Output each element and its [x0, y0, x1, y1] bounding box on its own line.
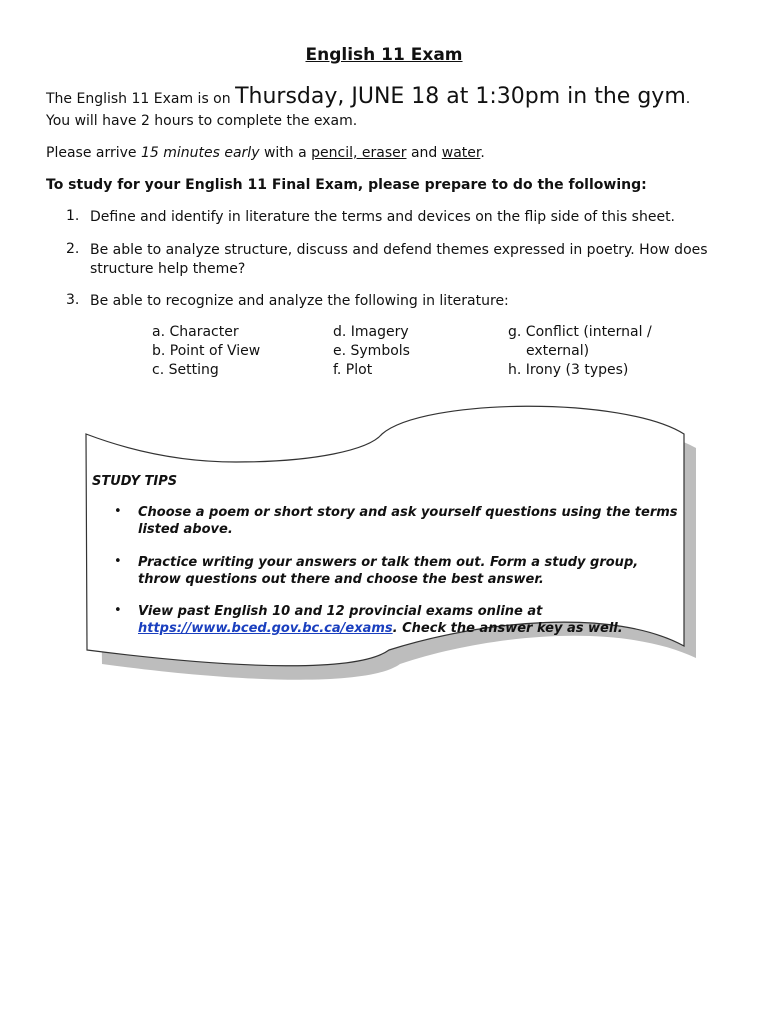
arrive-end: .: [480, 145, 485, 161]
list-number: 2.: [66, 241, 80, 257]
term-b: b. Point of View: [152, 343, 261, 359]
list-number: 3.: [66, 292, 80, 308]
tip-suffix: . Check the answer key as well.: [392, 621, 623, 636]
term-e: e. Symbols: [333, 343, 410, 359]
study-tips-heading: STUDY TIPS: [92, 474, 178, 489]
arrive-water: water: [441, 145, 481, 161]
list-item: Be able to analyze structure, discuss and defend themes expressed in poetry. How does structure help theme?: [90, 242, 708, 277]
exam-duration: You will have 2 hours to complete the exam.: [46, 113, 358, 129]
term-g: g. Conflict (internal /: [508, 324, 652, 340]
arrive-with: with a: [263, 145, 307, 161]
term-h: h. Irony (3 types): [508, 362, 629, 378]
intro-prefix: The English 11 Exam is on: [46, 91, 231, 107]
bullet-icon: •: [114, 554, 122, 569]
term-d: d. Imagery: [333, 324, 409, 340]
arrive-items: pencil, eraser: [311, 145, 407, 161]
term-a: a. Character: [152, 324, 239, 340]
term-c: c. Setting: [152, 362, 219, 378]
study-heading: To study for your English 11 Final Exam, please prepare to do the following:: [46, 177, 647, 193]
tip-prefix: View past English 10 and 12 provincial exams online at: [138, 604, 543, 619]
tip-item: Choose a poem or short story and ask yourself questions using the terms listed above.: [138, 505, 678, 537]
exams-link[interactable]: https://www.bced.gov.bc.ca/exams: [138, 621, 393, 636]
bullet-icon: •: [114, 504, 122, 519]
list-number: 1.: [66, 208, 80, 224]
list-item: Define and identify in literature the terms and devices on the flip side of this sheet.: [90, 209, 676, 225]
exam-date-place: Thursday, JUNE 18 at 1:30pm in the gym: [235, 84, 686, 109]
tip-item: Practice writing your answers or talk them out. Form a study group, throw questions out there and choose the best answer.: [138, 555, 639, 587]
arrive-line: [46, 145, 485, 161]
intro-period: .: [685, 91, 691, 107]
list-item: Be able to recognize and analyze the following in literature:: [90, 293, 509, 309]
exam-date-line: [46, 84, 690, 109]
term-f: f. Plot: [333, 362, 373, 378]
arrive-early: 15 minutes early: [140, 145, 260, 161]
bullet-icon: •: [114, 603, 122, 618]
page-title: English 11 Exam: [305, 45, 463, 65]
arrive-prefix: Please arrive: [46, 145, 137, 161]
arrive-and: and: [410, 145, 438, 161]
tip-item: [138, 603, 683, 637]
term-g-cont: external): [526, 343, 590, 359]
study-tips-scroll-shape: [84, 404, 696, 694]
